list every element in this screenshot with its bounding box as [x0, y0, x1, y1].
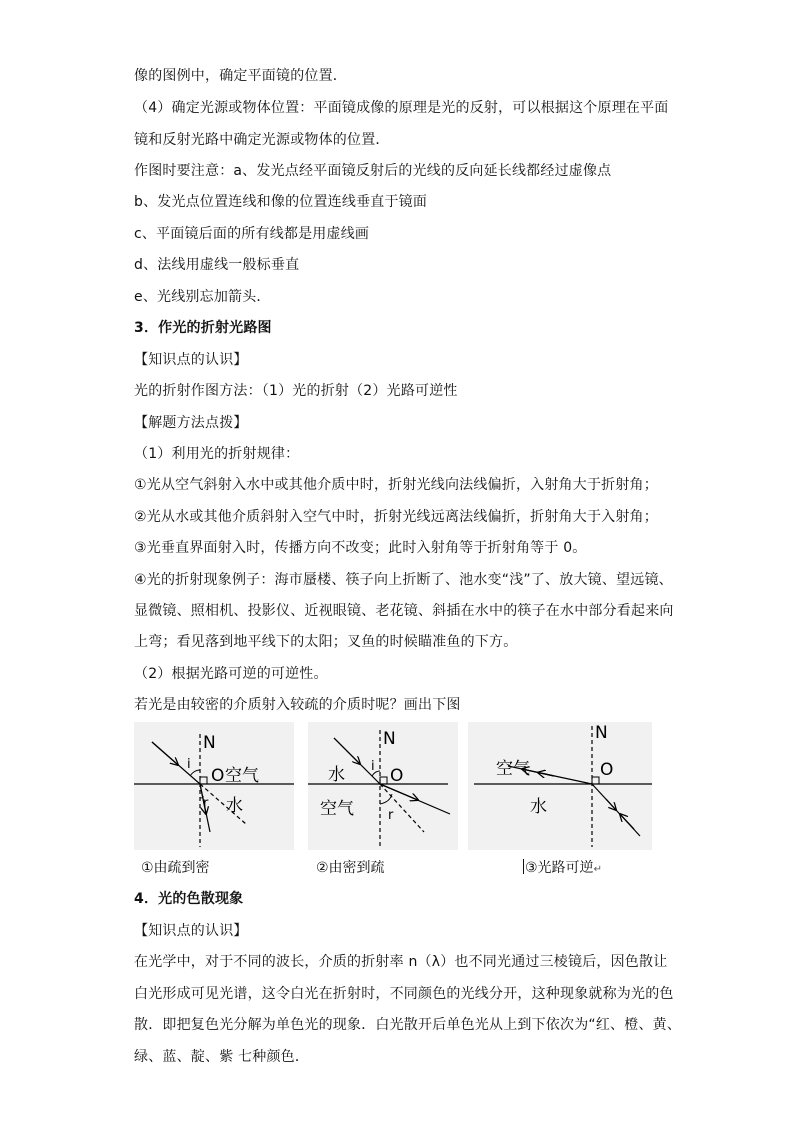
incident-angle-label: i — [371, 759, 375, 774]
text-line: 若光是由较密的介质射入较疏的介质时呢？画出下图 — [134, 697, 461, 713]
medium-bottom-label: 水 — [530, 797, 547, 817]
text-line: 镜和反射光路中确定光源或物体的位置． — [134, 132, 390, 148]
text-line: ④光的折射现象例子：海市蜃楼、筷子向上折断了、池水变“浅”了、放大镜、望远镜、 — [134, 572, 673, 588]
text-line: ②光从水或其他介质斜射入空气中时，折射光线远离法线偏折，折射角大于入射角； — [134, 509, 658, 525]
normal-label: N — [203, 733, 216, 753]
refraction-angle-label: r — [203, 796, 209, 811]
panel-2 — [308, 729, 450, 847]
text-line: （4）确定光源或物体位置：平面镜成像的原理是光的反射，可以根据这个原理在平面 — [134, 100, 669, 116]
text-line: 作图时要注意：a、发光点经平面镜反射后的光线的反向延长线都经过虚像点 — [134, 163, 612, 179]
panel-3 — [474, 723, 652, 847]
text-line: 【知识点的认识】 — [134, 352, 248, 368]
panel-1 — [134, 733, 294, 847]
text-cursor — [523, 859, 524, 874]
paragraph-return-mark: ↵ — [593, 864, 602, 875]
incident-angle-label: i — [187, 757, 191, 772]
medium-top-label: 空气 — [225, 766, 259, 786]
text-line: 白光形成可见光谱，这令白光在折射时，不同颜色的光线分开，这种现象就称为光的色 — [134, 986, 674, 1002]
text-line: （1）利用光的折射规律： — [134, 446, 300, 462]
medium-bottom-label: 空气 — [320, 799, 354, 819]
refraction-angle-label: r — [388, 808, 394, 823]
text-line: 光的折射作图方法：（1）光的折射（2）光路可逆性 — [134, 383, 458, 399]
figure-caption-3-wrap — [523, 858, 602, 880]
text-line: 绿、蓝、靛、紫 七种颜色． — [134, 1049, 310, 1065]
point-o-label: O — [390, 766, 404, 786]
text-line: 在光学中，对于不同的波长，介质的折射率 n（λ）也不同光通过三棱镜后，因色散让 — [134, 954, 668, 970]
figure-caption-3: ③光路可逆 — [525, 860, 594, 876]
text-line: ③光垂直界面射入时，传播方向不改变；此时入射角等于折射角等于 0。 — [134, 540, 587, 556]
figure-caption-1: ①由疏到密 — [141, 860, 210, 876]
text-line: e、光线别忘加箭头． — [134, 289, 271, 305]
text-line: c、平面镜后面的所有线都是用虚线画 — [134, 226, 370, 242]
section-heading: 3．作光的折射光路图 — [134, 320, 272, 336]
refraction-figure — [134, 722, 654, 852]
text-line: ①光从空气斜射入水中或其他介质中时，折射光线向法线偏折，入射角大于折射角； — [134, 477, 658, 493]
figure-caption-2: ②由密到疏 — [316, 860, 385, 876]
point-o-label: O — [600, 760, 614, 780]
text-line: b、发光点位置连线和像的位置连线垂直于镜面 — [134, 194, 428, 210]
text-line: 显微镜、照相机、投影仪、近视眼镜、老花镜、斜插在水中的筷子在水中部分看起来向 — [134, 603, 674, 619]
text-line: 像的图例中，确定平面镜的位置． — [134, 68, 347, 84]
text-line: 上弯；看见落到地平线下的太阳；叉鱼的时候瞄准鱼的下方。 — [134, 634, 518, 650]
normal-label: N — [595, 723, 608, 743]
medium-bottom-label: 水 — [226, 796, 243, 816]
text-line: 【解题方法点拨】 — [134, 415, 248, 431]
text-line: （2）根据光路可逆的可逆性。 — [134, 666, 328, 682]
text-line: 散．即把复色光分解为单色光的现象．白光散开后单色光从上到下依次为“红、橙、黄、 — [134, 1017, 682, 1033]
text-line: 【知识点的认识】 — [134, 923, 248, 939]
medium-top-label: 水 — [328, 765, 345, 785]
normal-label: N — [383, 729, 396, 749]
medium-top-label: 空气 — [496, 759, 530, 779]
text-line: d、法线用虚线一般标垂直 — [134, 257, 300, 273]
section-heading: 4．光的色散现象 — [134, 891, 244, 907]
point-o-label: O — [211, 766, 225, 786]
